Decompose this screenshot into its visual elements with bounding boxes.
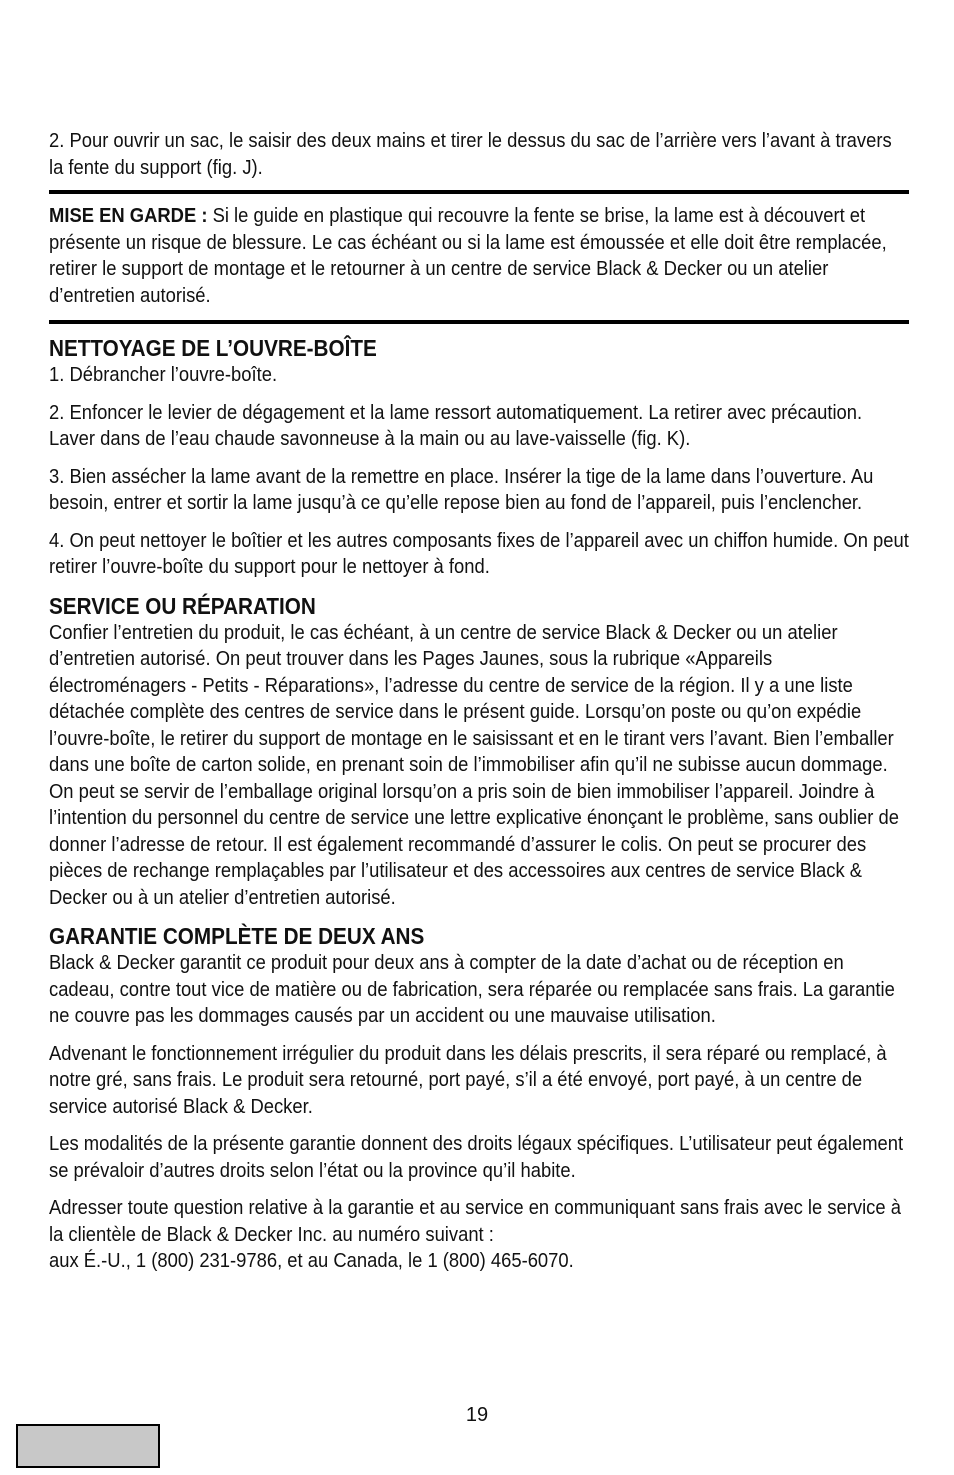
warning-text: Si le guide en plastique qui recouvre la fente se brise, la lame est à découvert et présente un risque de blessure. Le cas échéant ou si la lame est émoussée et elle doit être remplacée, retirer le support de montage et le retourner à un centre de service Black & Decker ou un atelier d’entretien autorisé. <box>49 205 887 307</box>
service-heading: SERVICE OU RÉPARATION <box>49 592 316 619</box>
cleaning-step-3: 3. Bien assécher la lame avant de la remettre en place. Insérer la tige de la lame dans l’ouverture. Au besoin, entrer et sortir la lame jusqu’à ce qu’elle repose bien au fond de l’appareil, puis l’enclencher. <box>49 465 874 514</box>
cleaning-step-2: 2. Enfoncer le levier de dégagement et la lame ressort automatiquement. La retirer avec précaution. Laver dans de l’eau chaude savonneuse à la main ou au lave-vaisselle (fig. K). <box>49 401 863 450</box>
warning-block <box>49 190 909 324</box>
warranty-paragraph-2: Advenant le fonctionnement irrégulier du produit dans les délais prescrits, il sera réparé ou remplacé, à notre gré, sans frais. Le produit sera retourné, port payé, s’il a été envoyé, port payé, à un centre de service autorisé Black & Decker. <box>49 1042 887 1118</box>
warning-label: MISE EN GARDE : <box>49 205 208 227</box>
bag-step-2: 2. Pour ouvrir un sac, le saisir des deux mains et tirer le dessus du sac de l’arrière vers l’avant à travers la fente du support (fig. J). <box>49 130 892 179</box>
warranty-phone-line: aux É.-U., 1 (800) 231-9786, et au Canada, le 1 (800) 465-6070. <box>49 1250 574 1272</box>
cleaning-step-1: 1. Débrancher l’ouvre-boîte. <box>49 364 278 386</box>
warranty-paragraph-4: Adresser toute question relative à la garantie et au service en communiquant sans frais avec le service à la clientèle de Black & Decker Inc. au numéro suivant : <box>49 1197 901 1246</box>
page-number: 19 <box>465 1404 489 1426</box>
warranty-paragraph-3: Les modalités de la présente garantie donnent des droits légaux spécifiques. L’utilisateur peut également se prévaloir d’autres droits selon l’état ou la province qu’il habite. <box>49 1133 904 1182</box>
manual-page <box>49 128 909 1275</box>
corner-gray-box <box>16 1424 160 1468</box>
warranty-heading: GARANTIE COMPLÈTE DE DEUX ANS <box>49 923 425 949</box>
warning-paragraph <box>49 203 909 309</box>
cleaning-heading: NETTOYAGE DE L’OUVRE-BOÎTE <box>49 335 377 361</box>
warranty-paragraph-1: Black & Decker garantit ce produit pour deux ans à compter de la date d’achat ou de réception en cadeau, contre tout vice de matière ou de fabrication, sera réparée ou remplacée sans frais. La garantie ne couvre pas les dommages causés par un accident ou une mauvaise utilisation. <box>49 952 895 1027</box>
cleaning-step-4: 4. On peut nettoyer le boîtier et les autres composants fixes de l’appareil avec un chiffon humide. On peut retirer l’ouvre-boîte du support pour le nettoyer à fond. <box>49 529 909 578</box>
service-paragraph: Confier l’entretien du produit, le cas échéant, à un centre de service Black & Decker ou un atelier d’entretien autorisé. On peut trouver dans les Pages Jaunes, sous la rubrique «Appareils électroménagers - Petits - Réparations», l’adresse du centre de service de la région. Il y a une liste détachée complète des centres de service dans le présent guide. Lorsqu’on poste ou qu’on expédie l’ouvre-boîte, le retirer du support de montage en le saisissant et en le tirant vers l’avant. Bien l’emballer dans une boîte de carton solide, en prenant soin de l’immobiliser afin qu’il ne subisse aucun dommage. On peut se servir de l’emballage original lorsqu’on a pris soin de bien immobiliser l’appareil. Joindre à l’intention du personnel du centre de service une lettre explicative énonçant le problème, sans oublier de donner l’adresse de retour. Il est également recommandé d’assurer le colis. On peut se procurer des pièces de rechange remplaçables par l’utilisateur et des accessoires aux centres de service Black & Decker ou à un atelier d’entretien autorisé. <box>49 621 899 909</box>
